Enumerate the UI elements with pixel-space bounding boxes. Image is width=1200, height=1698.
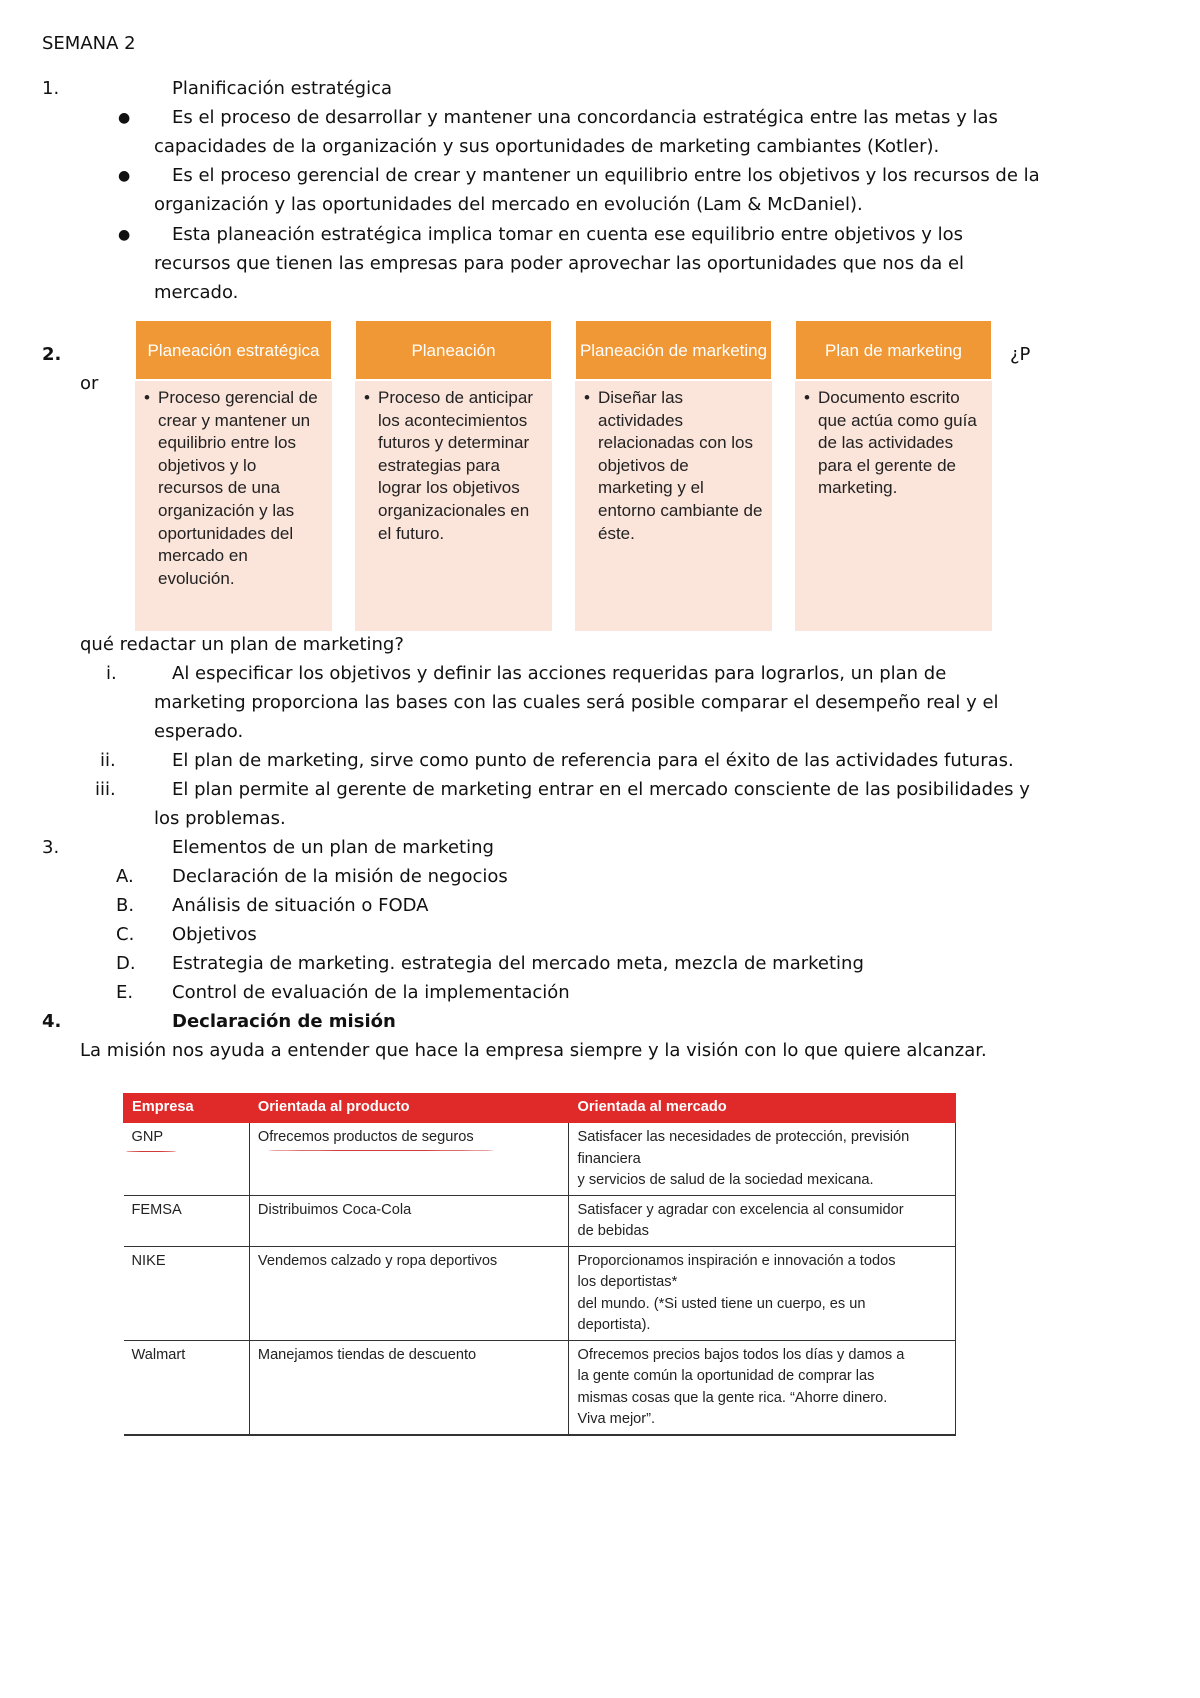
- diagram-card-text: • Proceso gerencial de crear y mantener un equilibrio entre los objetivos y lo recursos de una organización y las oportunidades del mercado en evolución.: [143, 387, 324, 590]
- diagram-card-body: [355, 381, 552, 631]
- section-4-title: Declaración de misión: [172, 1011, 396, 1032]
- bullet-text: recursos que tienen las empresas para poder aprovechar las oportunidades que nos da el: [154, 253, 965, 274]
- element-letter: B.: [116, 895, 135, 916]
- market-line: y servicios de salud de la sociedad mexicana.: [577, 1172, 874, 1188]
- element-letter: E.: [116, 982, 134, 1003]
- element-text: Estrategia de marketing. estrategia del mercado meta, mezcla de marketing: [172, 953, 864, 974]
- table-row: [124, 1340, 956, 1435]
- product-cell: Manejamos tiendas de descuento: [249, 1340, 569, 1435]
- handwritten-underline: [126, 1151, 176, 1152]
- element-text: Objetivos: [172, 924, 257, 945]
- element-letter: C.: [116, 924, 135, 945]
- element-text: Análisis de situación o FODA: [172, 895, 429, 916]
- section-2-number: 2.: [42, 344, 62, 365]
- element-text: Control de evaluación de la implementación: [172, 982, 570, 1003]
- bullet-text: Es el proceso gerencial de crear y mantener un equilibrio entre los objetivos y los recursos de la: [172, 165, 1040, 186]
- column-header: Empresa: [124, 1094, 250, 1123]
- diagram-card-body: [795, 381, 992, 631]
- market-line: Ofrecemos precios bajos todos los días y damos a: [577, 1346, 905, 1363]
- reason-text: Al especificar los objetivos y definir las acciones requeridas para lograrlos, un plan de: [172, 663, 947, 684]
- question-text: qué redactar un plan de marketing?: [80, 634, 404, 655]
- page-heading: SEMANA 2: [42, 33, 136, 54]
- question-fragment-left: or: [80, 373, 99, 394]
- reason-text: esperado.: [154, 721, 244, 742]
- diagram-card-title: Planeación de marketing: [575, 320, 772, 380]
- section-3-title: Elementos de un plan de marketing: [172, 837, 494, 858]
- market-line: Proporcionamos inspiración e innovación a todos: [577, 1252, 896, 1269]
- mission-table: [123, 1093, 956, 1436]
- table-row: [124, 1195, 956, 1246]
- market-line: Viva mejor”.: [577, 1411, 656, 1427]
- bullet-text: Es el proceso de desarrollar y mantener una concordancia estratégica entre las metas y las: [172, 107, 998, 128]
- market-line: de bebidas: [577, 1223, 649, 1239]
- table-row: [124, 1246, 956, 1340]
- diagram-card-text: • Documento escrito que actúa como guía de las actividades para el gerente de marketing.: [803, 387, 984, 500]
- element-letter: D.: [116, 953, 136, 974]
- diagram-card-text: • Diseñar las actividades relacionadas con los objetivos de marketing y el entorno cambiante de éste.: [583, 387, 764, 545]
- reason-text: El plan de marketing, sirve como punto de referencia para el éxito de las actividades futuras.: [172, 750, 1014, 771]
- reason-number: ii.: [100, 750, 116, 771]
- market-line: los deportistas*: [577, 1274, 678, 1290]
- product-cell: Ofrecemos productos de seguros: [249, 1123, 569, 1196]
- company-cell: GNP: [124, 1123, 250, 1196]
- diagram-card-title: Plan de marketing: [795, 320, 992, 380]
- diagram-card-body: [575, 381, 772, 631]
- table-header-row: [124, 1094, 956, 1123]
- bullet-text: Esta planeación estratégica implica tomar en cuenta ese equilibrio entre objetivos y los: [172, 224, 964, 245]
- market-line: financiera: [577, 1150, 641, 1167]
- market-line: del mundo. (*Si usted tiene un cuerpo, es un: [577, 1295, 866, 1312]
- diagram-card-title: Planeación: [355, 320, 552, 380]
- section-4-number: 4.: [42, 1011, 62, 1032]
- diagram-card-body: [135, 381, 332, 631]
- section-1-title: Planificación estratégica: [172, 78, 393, 99]
- reason-text: marketing proporciona las bases con las cuales será posible comparar el desempeño real y el: [154, 692, 999, 713]
- section-3-number: 3.: [42, 837, 60, 858]
- element-text: Declaración de la misión de negocios: [172, 866, 508, 887]
- bullet-text: mercado.: [154, 282, 239, 303]
- market-cell: [569, 1340, 956, 1435]
- market-cell: [569, 1123, 956, 1196]
- market-cell: [569, 1195, 956, 1246]
- bullet-icon: ●: [118, 227, 131, 243]
- company-cell: FEMSA: [124, 1195, 250, 1246]
- market-line: Satisfacer y agradar con excelencia al consumidor: [577, 1201, 904, 1218]
- question-fragment-right: ¿P: [1010, 344, 1031, 365]
- company-cell: Walmart: [124, 1340, 250, 1435]
- diagram-card-text: • Proceso de anticipar los acontecimientos futuros y determinar estrategias para lograr los objetivos organizacionales en el futuro.: [363, 387, 544, 545]
- product-cell: Vendemos calzado y ropa deportivos: [249, 1246, 569, 1340]
- bullet-text: capacidades de la organización y sus oportunidades de marketing cambiantes (Kotler).: [154, 136, 940, 157]
- product-cell: Distribuimos Coca-Cola: [249, 1195, 569, 1246]
- table-row: [124, 1123, 956, 1196]
- bullet-icon: ●: [118, 110, 131, 126]
- market-line: la gente común la oportunidad de comprar las: [577, 1368, 875, 1384]
- market-cell: [569, 1246, 956, 1340]
- handwritten-underline: [268, 1150, 494, 1151]
- element-letter: A.: [116, 866, 134, 887]
- market-line: deportista).: [577, 1317, 651, 1333]
- company-cell: NIKE: [124, 1246, 250, 1340]
- reason-text: El plan permite al gerente de marketing entrar en el mercado consciente de las posibilidades y: [172, 779, 1030, 800]
- section-1-number: 1.: [42, 78, 60, 99]
- bullet-text: organización y las oportunidades del mercado en evolución (Lam & McDaniel).: [154, 194, 863, 215]
- reason-number: iii.: [95, 779, 116, 800]
- column-header: Orientada al mercado: [569, 1094, 956, 1123]
- reason-text: los problemas.: [154, 808, 286, 829]
- diagram-card-title: Planeación estratégica: [135, 320, 332, 380]
- bullet-icon: ●: [118, 168, 131, 184]
- market-line: mismas cosas que la gente rica. “Ahorre dinero.: [577, 1389, 888, 1406]
- reason-number: i.: [106, 663, 117, 684]
- column-header: Orientada al producto: [249, 1094, 569, 1123]
- market-line: Satisfacer las necesidades de protección, previsión: [577, 1129, 910, 1145]
- mission-intro: La misión nos ayuda a entender que hace la empresa siempre y la visión con lo que quiere alcanzar.: [80, 1040, 987, 1061]
